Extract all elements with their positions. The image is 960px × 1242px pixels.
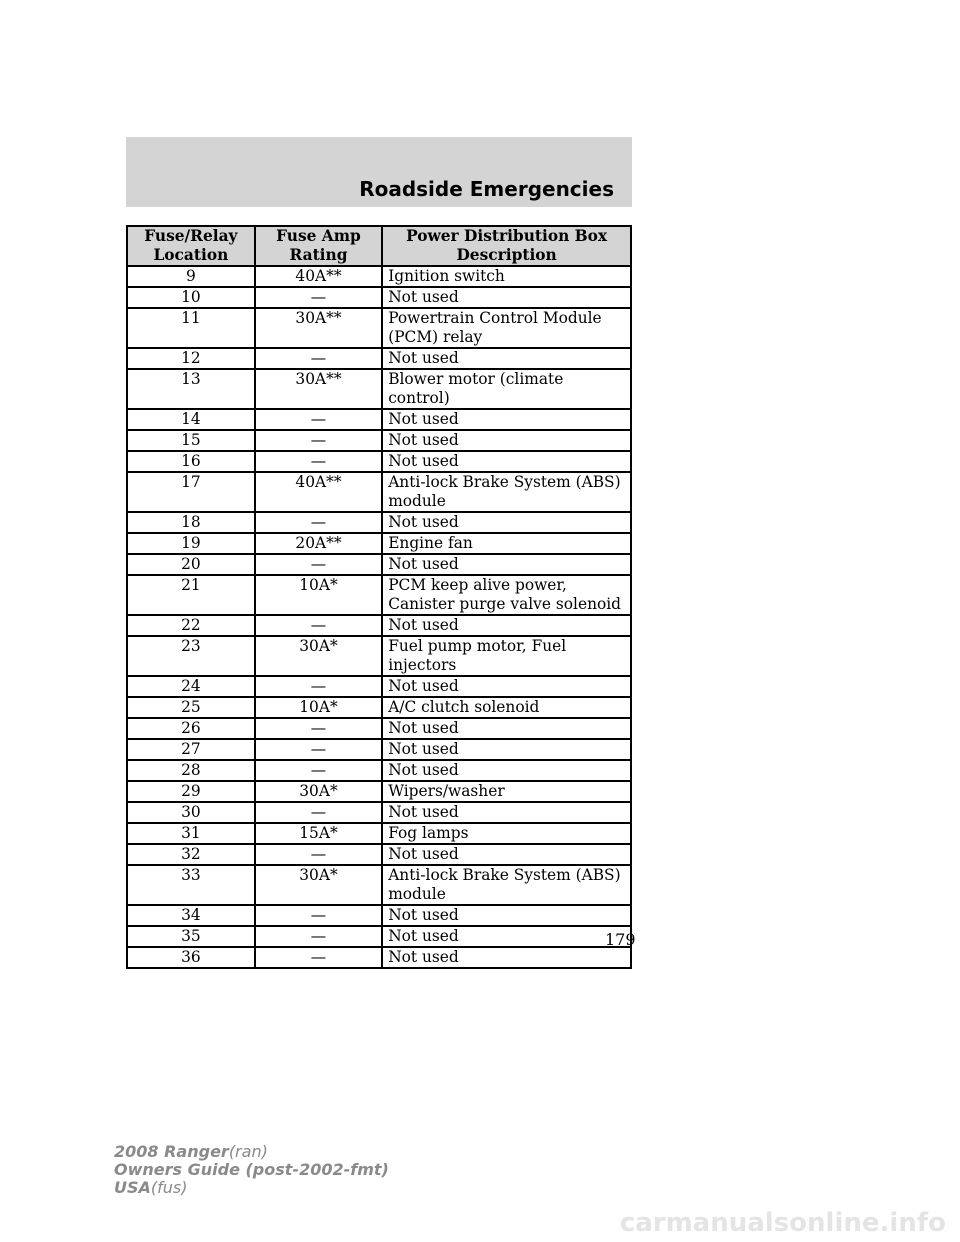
- footer-line-3: [114, 1179, 389, 1197]
- cell-description: Wipers/washer: [382, 781, 631, 802]
- cell-rating: —: [255, 554, 382, 575]
- table-row: [127, 802, 631, 823]
- table-header: [127, 226, 631, 266]
- cell-description: PCM keep alive power, Canister purge valve solenoid: [382, 575, 631, 615]
- cell-location: 35: [127, 926, 255, 947]
- cell-description: Fuel pump motor, Fuel injectors: [382, 636, 631, 676]
- table-row: [127, 575, 631, 615]
- cell-location: 33: [127, 865, 255, 905]
- table-row: [127, 823, 631, 844]
- table-row: [127, 615, 631, 636]
- cell-location: 30: [127, 802, 255, 823]
- cell-description: Not used: [382, 676, 631, 697]
- table-row: [127, 472, 631, 512]
- cell-location: 18: [127, 512, 255, 533]
- cell-location: 14: [127, 409, 255, 430]
- cell-location: 10: [127, 287, 255, 308]
- cell-rating: —: [255, 451, 382, 472]
- cell-location: 36: [127, 947, 255, 968]
- cell-location: 11: [127, 308, 255, 348]
- cell-rating: 10A*: [255, 575, 382, 615]
- table-row: [127, 739, 631, 760]
- cell-description: Not used: [382, 844, 631, 865]
- cell-location: 29: [127, 781, 255, 802]
- table-body: [127, 266, 631, 968]
- table-row: [127, 636, 631, 676]
- cell-description: Not used: [382, 451, 631, 472]
- cell-rating: 40A**: [255, 266, 382, 287]
- table-row: [127, 266, 631, 287]
- table-row: [127, 844, 631, 865]
- table-row: [127, 348, 631, 369]
- cell-location: 13: [127, 369, 255, 409]
- table-row: [127, 760, 631, 781]
- cell-description: Ignition switch: [382, 266, 631, 287]
- cell-rating: 30A*: [255, 636, 382, 676]
- cell-rating: 15A*: [255, 823, 382, 844]
- table-row: [127, 533, 631, 554]
- table-row: [127, 409, 631, 430]
- footer-market: USA: [114, 1178, 151, 1197]
- cell-description: Fog lamps: [382, 823, 631, 844]
- cell-rating: —: [255, 430, 382, 451]
- cell-rating: —: [255, 905, 382, 926]
- table-row: [127, 718, 631, 739]
- footer-line-2: Owners Guide (post-2002-fmt): [114, 1160, 389, 1179]
- cell-location: 21: [127, 575, 255, 615]
- cell-location: 31: [127, 823, 255, 844]
- cell-rating: 10A*: [255, 697, 382, 718]
- cell-rating: —: [255, 802, 382, 823]
- cell-description: Not used: [382, 947, 631, 968]
- cell-location: 16: [127, 451, 255, 472]
- table-row: [127, 512, 631, 533]
- column-header-rating: Fuse Amp Rating: [255, 226, 382, 266]
- cell-description: Not used: [382, 802, 631, 823]
- fuse-table: [126, 225, 632, 969]
- cell-location: 22: [127, 615, 255, 636]
- cell-rating: 20A**: [255, 533, 382, 554]
- cell-rating: 30A*: [255, 865, 382, 905]
- cell-location: 19: [127, 533, 255, 554]
- page-number: 179: [605, 930, 636, 949]
- footer-line-1: [114, 1143, 389, 1161]
- cell-description: Blower motor (climate control): [382, 369, 631, 409]
- cell-rating: —: [255, 739, 382, 760]
- cell-rating: —: [255, 676, 382, 697]
- table-row: [127, 947, 631, 968]
- cell-rating: —: [255, 512, 382, 533]
- table-row: [127, 554, 631, 575]
- table-row: [127, 905, 631, 926]
- cell-description: A/C clutch solenoid: [382, 697, 631, 718]
- cell-rating: 30A*: [255, 781, 382, 802]
- footer-model-code: (ran): [228, 1142, 268, 1161]
- table-row: [127, 865, 631, 905]
- cell-location: 28: [127, 760, 255, 781]
- cell-location: 15: [127, 430, 255, 451]
- cell-rating: 40A**: [255, 472, 382, 512]
- column-header-description: Power Distribution Box Description: [382, 226, 631, 266]
- table-row: [127, 781, 631, 802]
- footer-model: 2008 Ranger: [114, 1142, 229, 1161]
- cell-description: Not used: [382, 287, 631, 308]
- table-row: [127, 451, 631, 472]
- table-row: [127, 676, 631, 697]
- cell-description: Not used: [382, 430, 631, 451]
- cell-location: 9: [127, 266, 255, 287]
- cell-location: 24: [127, 676, 255, 697]
- column-header-location: Fuse/Relay Location: [127, 226, 255, 266]
- cell-rating: —: [255, 348, 382, 369]
- section-header-band: [126, 137, 632, 207]
- cell-location: 26: [127, 718, 255, 739]
- cell-rating: —: [255, 718, 382, 739]
- watermark: carmanualsonline.info: [619, 1208, 946, 1238]
- table-row: [127, 430, 631, 451]
- cell-rating: —: [255, 287, 382, 308]
- cell-description: Not used: [382, 348, 631, 369]
- cell-description: Engine fan: [382, 533, 631, 554]
- cell-description: Anti-lock Brake System (ABS) module: [382, 865, 631, 905]
- cell-description: Anti-lock Brake System (ABS) module: [382, 472, 631, 512]
- cell-description: Not used: [382, 926, 631, 947]
- cell-description: Not used: [382, 554, 631, 575]
- cell-rating: 30A**: [255, 369, 382, 409]
- cell-location: 32: [127, 844, 255, 865]
- cell-description: Not used: [382, 905, 631, 926]
- cell-description: Not used: [382, 760, 631, 781]
- cell-description: Not used: [382, 739, 631, 760]
- cell-description: Not used: [382, 409, 631, 430]
- table-row: [127, 926, 631, 947]
- cell-rating: —: [255, 844, 382, 865]
- cell-location: 20: [127, 554, 255, 575]
- cell-rating: —: [255, 760, 382, 781]
- cell-description: Powertrain Control Module (PCM) relay: [382, 308, 631, 348]
- cell-location: 17: [127, 472, 255, 512]
- cell-location: 23: [127, 636, 255, 676]
- cell-rating: —: [255, 615, 382, 636]
- table-row: [127, 697, 631, 718]
- cell-description: Not used: [382, 615, 631, 636]
- cell-description: Not used: [382, 718, 631, 739]
- cell-rating: 30A**: [255, 308, 382, 348]
- cell-rating: —: [255, 409, 382, 430]
- table-row: [127, 287, 631, 308]
- cell-location: 25: [127, 697, 255, 718]
- document-footer: [114, 1143, 389, 1197]
- cell-location: 12: [127, 348, 255, 369]
- cell-rating: —: [255, 947, 382, 968]
- cell-location: 27: [127, 739, 255, 760]
- section-title: Roadside Emergencies: [359, 177, 614, 201]
- cell-description: Not used: [382, 512, 631, 533]
- cell-location: 34: [127, 905, 255, 926]
- table-row: [127, 369, 631, 409]
- table-row: [127, 308, 631, 348]
- cell-rating: —: [255, 926, 382, 947]
- footer-market-code: (fus): [150, 1178, 188, 1197]
